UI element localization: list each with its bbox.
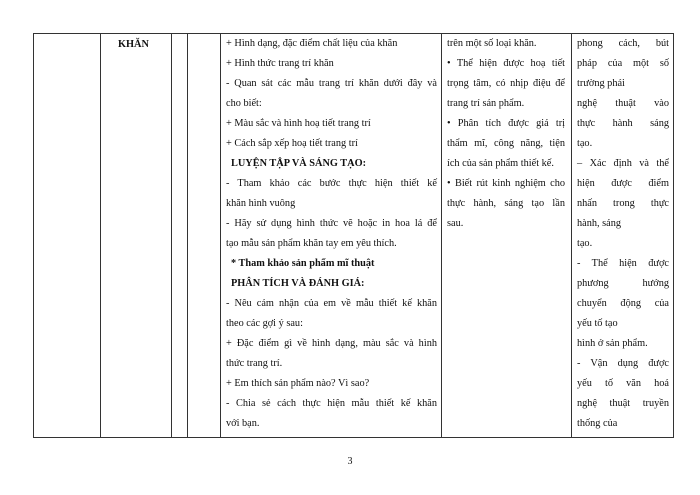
requirement-line: trang trí sản phẩm.: [447, 98, 525, 109]
content-line: - Nêu cảm nhận của em về mẫu thiết kế khăn: [226, 298, 437, 309]
competency-line: nhấn trong thực: [577, 198, 669, 209]
content-line: khăn hình vuông: [226, 198, 296, 209]
content-line: + Cách sắp xếp hoạ tiết trang trí: [226, 138, 358, 149]
competency-line: pháp của một số: [577, 58, 669, 69]
content-line: + Màu sắc và hình hoạ tiết trang trí: [226, 118, 371, 129]
requirement-line: sau.: [447, 218, 464, 229]
topic-label: KHĂN: [118, 39, 149, 50]
content-line: + Hình dạng, đặc điểm chất liệu của khăn: [226, 38, 398, 49]
competency-line: thực hành sáng: [577, 118, 669, 129]
requirement-line: • Phân tích được giá trị: [447, 118, 565, 129]
content-line: - Hãy sử dụng hình thức vẽ hoặc in hoa lá để: [226, 218, 437, 229]
competency-line: yếu tố văn hoá: [577, 378, 669, 389]
empty-cell: [188, 34, 221, 438]
content-line: theo các gợi ý sau:: [226, 318, 303, 329]
requirements-lines: [447, 34, 565, 234]
lesson-plan-table: [33, 33, 674, 438]
requirements-cell: [442, 34, 572, 438]
empty-cell: [172, 34, 188, 438]
competency-line: - Thể hiện được: [577, 258, 669, 269]
content-cell: [221, 34, 442, 438]
content-line: tạo mẫu sản phẩm khăn tay em yêu thích.: [226, 238, 397, 249]
competency-line: yếu tố tạo: [577, 318, 618, 329]
topic-cell: [101, 34, 172, 438]
requirement-line: ích của sản phẩm thiết kế.: [447, 158, 554, 169]
competencies-lines: [577, 34, 669, 434]
requirement-line: thực hành, sáng tạo lần: [447, 198, 565, 209]
competency-line: hiện được điểm: [577, 178, 669, 189]
content-line: với bạn.: [226, 418, 260, 429]
competency-line: tạo.: [577, 238, 593, 249]
content-line: - Quan sát các mẫu trang trí khăn dưới đây và: [226, 78, 437, 89]
content-line: PHÂN TÍCH VÀ ĐÁNH GIÁ:: [231, 278, 365, 289]
content-line: - Chia sẻ cách thực hiện mẫu thiết kế khăn: [226, 398, 437, 409]
table-row: [34, 34, 674, 438]
empty-cell: [34, 34, 101, 438]
content-lines: [226, 34, 437, 434]
competency-line: thống của: [577, 418, 618, 429]
content-line: + Em thích sản phẩm nào? Vì sao?: [226, 378, 370, 389]
competencies-cell: [572, 34, 674, 438]
page-number: 3: [347, 456, 353, 467]
requirement-line: thẩm mĩ, công năng, tiện: [447, 138, 565, 149]
competency-line: nghệ thuật vào: [577, 98, 669, 109]
content-line: - Tham khảo các bước thực hiện thiết kế: [226, 178, 437, 189]
content-line: + Đặc điểm gì về hình dạng, màu sắc và hình: [226, 338, 437, 349]
content-line: LUYỆN TẬP VÀ SÁNG TẠO:: [231, 158, 367, 169]
competency-line: nghệ thuật truyền: [577, 398, 669, 409]
content-line: thức trang trí.: [226, 358, 283, 369]
competency-line: chuyển động của: [577, 298, 669, 309]
competency-line: phương hướng: [577, 278, 669, 289]
competency-line: - Vận dụng được: [577, 358, 669, 369]
competency-line: – Xác định và thể: [577, 158, 669, 169]
content-line: + Hình thức trang trí khăn: [226, 58, 334, 69]
content-line: cho biết:: [226, 98, 262, 109]
requirement-line: trên một số loại khăn.: [447, 38, 537, 49]
competency-line: hành, sáng: [577, 218, 622, 229]
competency-line: phong cách, bút: [577, 38, 669, 49]
competency-line: tạo.: [577, 138, 593, 149]
content-line: * Tham khảo sản phẩm mĩ thuật: [231, 258, 375, 269]
requirement-line: trọng tâm, có nhịp điệu để: [447, 78, 565, 89]
requirement-line: • Thể hiện được hoạ tiết: [447, 58, 565, 69]
competency-line: trường phái: [577, 78, 625, 89]
competency-line: hình ở sản phẩm.: [577, 338, 648, 349]
requirement-line: • Biết rút kinh nghiệm cho: [447, 178, 565, 189]
